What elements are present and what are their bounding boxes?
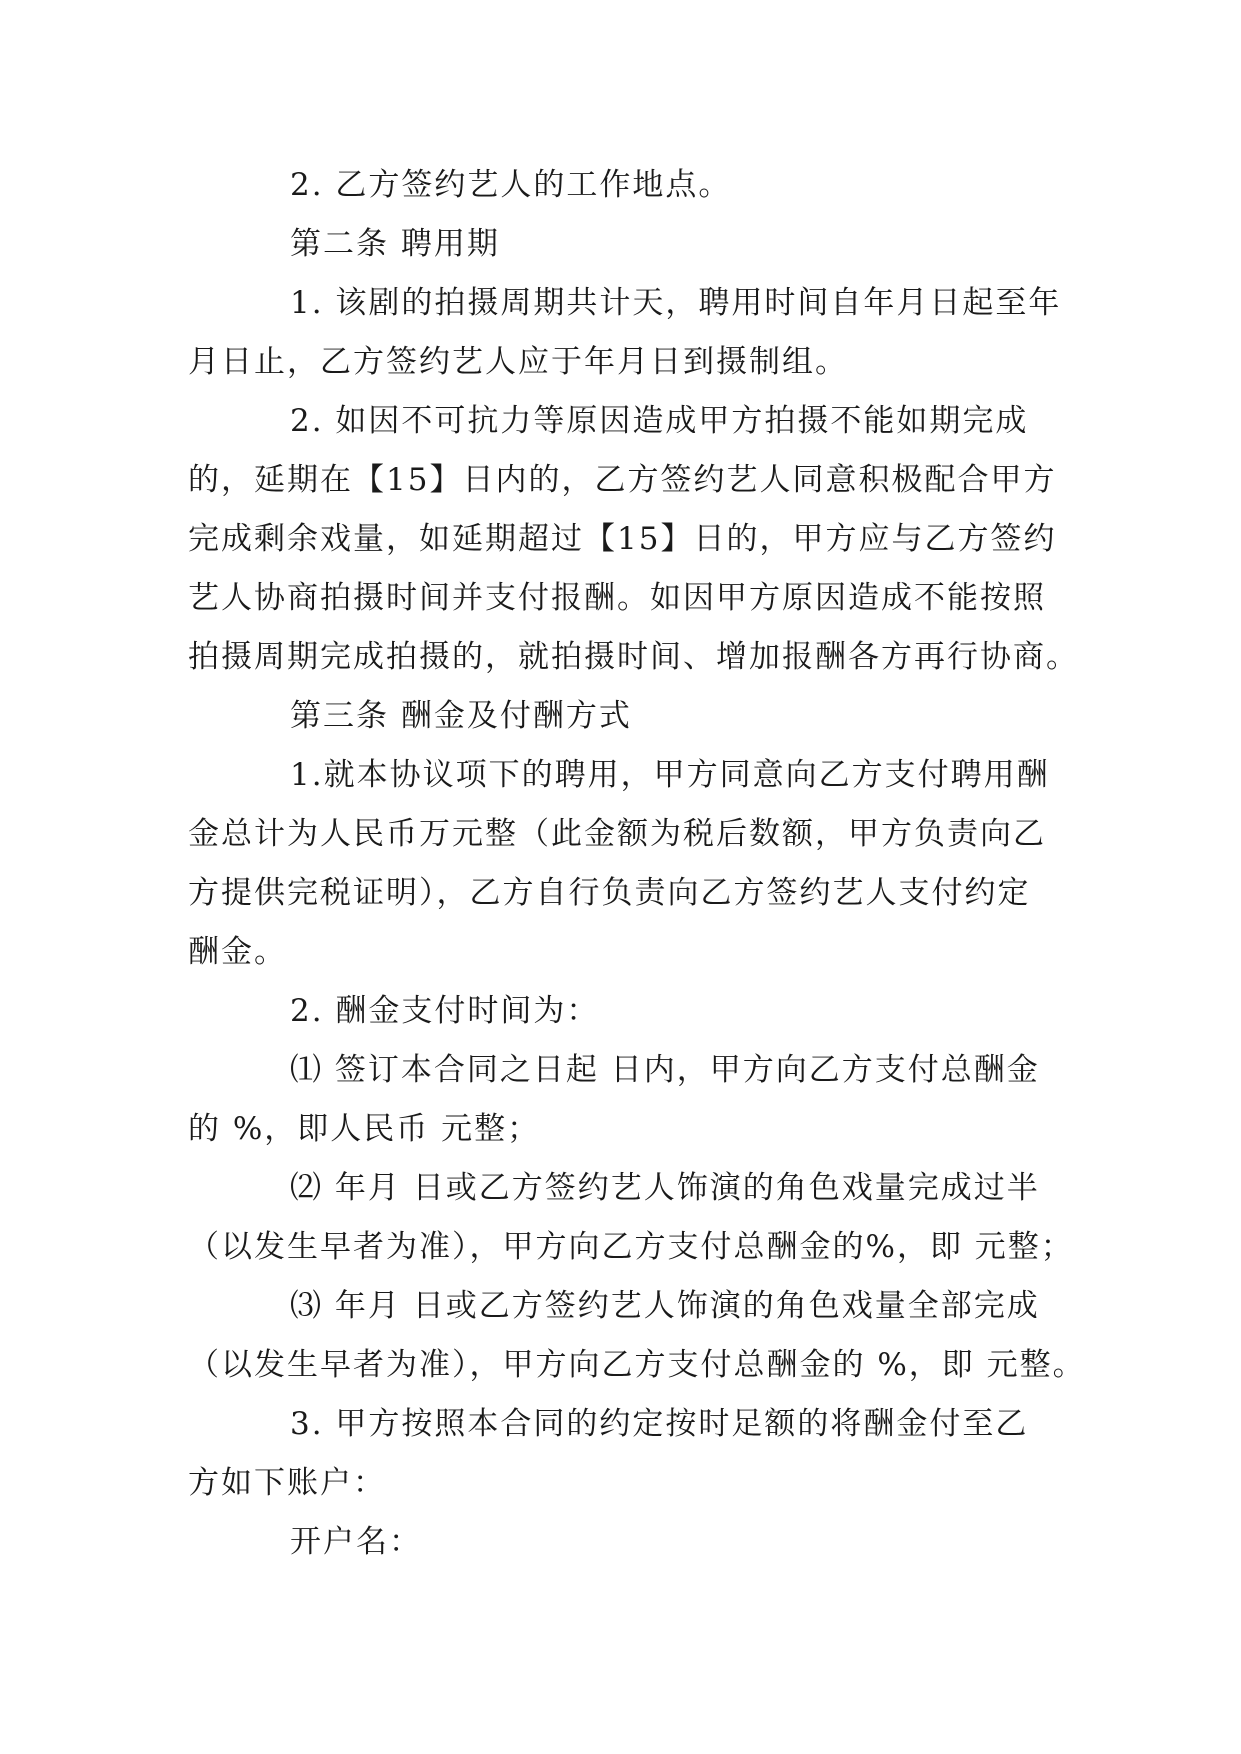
payment-schedule-2-line-1: ⑵ 年月 日或乙方签约艺人饰演的角色戏量完成过半 [290, 1170, 1040, 1206]
payment-schedule-1-line-2: 的 %，即人民币 元整； [188, 1111, 541, 1147]
payment-schedule-2-line-2: （以发生早者为准），甲方向乙方支付总酬金的%，即 元整； [188, 1229, 1074, 1265]
article-2-item-2-line-5: 拍摄周期完成拍摄的，就拍摄时间、增加报酬各方再行协商。 [188, 639, 1079, 675]
payment-schedule-1-line-1: ⑴ 签订本合同之日起 日内，甲方向乙方支付总酬金 [290, 1052, 1040, 1088]
article-3-item-1-line-2: 金总计为人民币万元整（此金额为税后数额，甲方负责向乙 [188, 816, 1046, 852]
article-2-item-2-line-4: 艺人协商拍摄时间并支付报酬。如因甲方原因造成不能按照 [188, 580, 1046, 616]
article-2-item-1-line-1: 1. 该剧的拍摄周期共计天，聘用时间自年月日起至年 [290, 285, 1062, 321]
article-3-item-1-line-4: 酬金。 [188, 934, 287, 970]
article-2-item-2-line-1: 2. 如因不可抗力等原因造成甲方拍摄不能如期完成 [290, 403, 1029, 439]
article-3-item-1-line-3: 方提供完税证明），乙方自行负责向乙方签约艺人支付约定 [188, 875, 1031, 911]
article-2-item-2-line-3: 完成剩余戏量，如延期超过【15】日的，甲方应与乙方签约 [188, 521, 1057, 557]
article-3-item-1-line-1: 1.就本协议项下的聘用，甲方同意向乙方支付聘用酬 [290, 757, 1050, 793]
account-name-label: 开户名： [290, 1524, 422, 1560]
payment-schedule-3-line-1: ⑶ 年月 日或乙方签约艺人饰演的角色戏量全部完成 [290, 1288, 1040, 1324]
article-2-item-1-line-2: 月日止，乙方签约艺人应于年月日到摄制组。 [188, 344, 848, 380]
article-3-heading: 第三条 酬金及付酬方式 [290, 698, 632, 734]
clause-1-2-work-location: 2. 乙方签约艺人的工作地点。 [290, 167, 732, 203]
article-2-heading: 第二条 聘用期 [290, 226, 500, 262]
article-3-item-3-line-2: 方如下账户： [188, 1465, 386, 1501]
article-3-item-2-heading: 2. 酬金支付时间为： [290, 993, 600, 1029]
article-3-item-3-line-1: 3. 甲方按照本合同的约定按时足额的将酬金付至乙 [290, 1406, 1029, 1442]
article-2-item-2-line-2: 的，延期在【15】日内的，乙方签约艺人同意积极配合甲方 [188, 462, 1057, 498]
payment-schedule-3-line-2: （以发生早者为准），甲方向乙方支付总酬金的 %，即 元整。 [188, 1347, 1086, 1383]
